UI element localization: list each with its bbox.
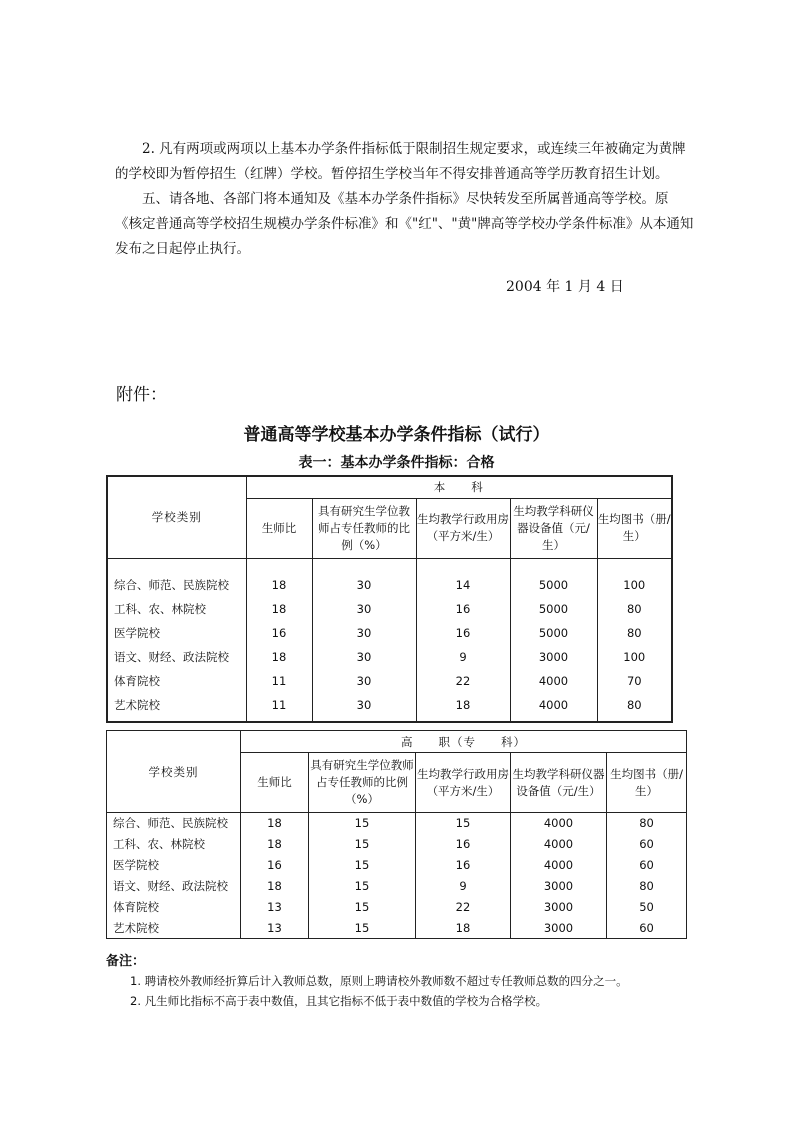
table-row (107, 855, 687, 876)
row-label: 工科、农、林院校 (107, 834, 241, 855)
row-label: 语文、财经、政法院校 (107, 645, 246, 669)
table-row (107, 693, 672, 722)
column-header: 生师比 (246, 498, 312, 558)
table-cell: 9 (416, 645, 510, 669)
table-cell: 18 (246, 558, 312, 597)
table-row (107, 645, 672, 669)
row-label: 综合、师范、民族院校 (107, 558, 246, 597)
table-cell: 3000 (510, 645, 597, 669)
table-cell: 18 (416, 693, 510, 722)
table-row (107, 897, 687, 918)
table-cell: 15 (309, 897, 416, 918)
table-cell: 14 (416, 558, 510, 597)
paragraph-1: 2. 凡有两项或两项以上基本办学条件指标低于限制招生规定要求，或连续三年被确定为黄牌的学校即为暂停招生（红牌）学校。暂停招生学校当年不得安排普通高等学历教育招生计划。 (115, 141, 686, 182)
table-cell: 16 (416, 597, 510, 621)
table-row (107, 834, 687, 855)
column-header: 生师比 (241, 753, 309, 813)
table-cell: 30 (312, 597, 416, 621)
table-cell: 80 (607, 876, 687, 897)
table-cell: 80 (597, 597, 672, 621)
table-cell: 3000 (511, 876, 607, 897)
table-cell: 30 (312, 693, 416, 722)
table-cell: 30 (312, 558, 416, 597)
table-cell: 100 (597, 558, 672, 597)
column-header: 具有研究生学位教师占专任教师的比例（%） (309, 753, 416, 813)
table-cell: 18 (241, 834, 309, 855)
table-cell: 18 (246, 645, 312, 669)
table-cell: 16 (416, 834, 511, 855)
column-header: 生均教学科研仪器设备值（元/生） (511, 753, 607, 813)
table-cell: 15 (309, 918, 416, 939)
table-cell: 80 (597, 693, 672, 722)
table-cell: 18 (246, 597, 312, 621)
table-cell: 30 (312, 669, 416, 693)
notes-title: 备注： (106, 954, 146, 969)
table-cell: 16 (246, 621, 312, 645)
column-header: 生均图书（册/生） (597, 498, 672, 558)
row-label: 体育院校 (107, 669, 246, 693)
table-cell: 4000 (510, 693, 597, 722)
table-cell: 16 (416, 621, 510, 645)
table-cell: 13 (241, 897, 309, 918)
row-label: 综合、师范、民族院校 (107, 813, 241, 834)
row-header: 学校类别 (107, 476, 246, 558)
table-row (107, 558, 672, 597)
column-header: 生均教学行政用房（平方米/生） (416, 498, 510, 558)
table-cell: 4000 (511, 855, 607, 876)
row-label: 医学院校 (107, 621, 246, 645)
table-cell: 60 (607, 918, 687, 939)
table-cell: 16 (416, 855, 511, 876)
table-cell: 9 (416, 876, 511, 897)
column-header: 生均教学科研仪器设备值（元/生） (510, 498, 597, 558)
table-cell: 60 (607, 855, 687, 876)
table-cell: 3000 (511, 897, 607, 918)
row-label: 医学院校 (107, 855, 241, 876)
table-row (107, 621, 672, 645)
group-header: 本 科 (246, 476, 672, 498)
body-text (115, 137, 695, 262)
note-item: 2. 凡生师比指标不高于表中数值，且其它指标不低于表中数值的学校为合格学校。 (130, 994, 548, 1008)
table-cell: 3000 (511, 918, 607, 939)
table-row (107, 669, 672, 693)
group-header: 高 职（专 科） (241, 731, 687, 753)
table-cell: 11 (246, 669, 312, 693)
table-cell: 5000 (510, 621, 597, 645)
row-label: 艺术院校 (107, 918, 241, 939)
table-cell: 5000 (510, 558, 597, 597)
vocational-table (106, 730, 687, 939)
column-header: 生均教学行政用房（平方米/生） (416, 753, 511, 813)
table-cell: 15 (309, 876, 416, 897)
table-cell: 30 (312, 621, 416, 645)
table-cell: 80 (607, 813, 687, 834)
table-row (107, 918, 687, 939)
column-header: 生均图书（册/生） (607, 753, 687, 813)
main-title: 普通高等学校基本办学条件指标（试行） (243, 425, 550, 445)
table-cell: 18 (241, 876, 309, 897)
table-cell: 15 (309, 813, 416, 834)
table-cell: 15 (309, 855, 416, 876)
row-label: 艺术院校 (107, 693, 246, 722)
table-cell: 50 (607, 897, 687, 918)
table-cell: 22 (416, 669, 510, 693)
table-cell: 100 (597, 645, 672, 669)
table-cell: 13 (241, 918, 309, 939)
table-cell: 11 (246, 693, 312, 722)
table-cell: 16 (241, 855, 309, 876)
table-cell: 70 (597, 669, 672, 693)
table-row (107, 597, 672, 621)
row-label: 工科、农、林院校 (107, 597, 246, 621)
notes (106, 950, 628, 1009)
undergraduate-table (106, 475, 673, 723)
paragraph-2: 五、请各地、各部门将本通知及《基本办学条件指标》尽快转发至所属普通高等学校。原《核定普通高等学校招生规模办学条件标准》和《"红"、"黄"牌高等学校办学条件标准》从本通知发布之日起停止执行。 (115, 191, 694, 257)
row-header: 学校类别 (107, 731, 241, 813)
note-item: 1. 聘请校外教师经折算后计入教师总数，原则上聘请校外教师数不超过专任教师总数的四分之一。 (130, 974, 628, 988)
table-cell: 4000 (510, 669, 597, 693)
table-cell: 22 (416, 897, 511, 918)
column-header: 具有研究生学位教师占专任教师的比例（%） (312, 498, 416, 558)
table-cell: 30 (312, 645, 416, 669)
table-cell: 5000 (510, 597, 597, 621)
table-cell: 18 (241, 813, 309, 834)
table-cell: 4000 (511, 834, 607, 855)
table-cell: 18 (416, 918, 511, 939)
document-date: 2004 年 1 月 4 日 (506, 279, 624, 295)
row-label: 体育院校 (107, 897, 241, 918)
sub-title: 表一：基本办学条件指标：合格 (298, 455, 495, 471)
row-label: 语文、财经、政法院校 (107, 876, 241, 897)
table-cell: 60 (607, 834, 687, 855)
attachment-label: 附件： (116, 385, 167, 405)
table-row (107, 876, 687, 897)
table-cell: 4000 (511, 813, 607, 834)
table-cell: 15 (309, 834, 416, 855)
table-row (107, 813, 687, 834)
table-cell: 80 (597, 621, 672, 645)
table-cell: 15 (416, 813, 511, 834)
